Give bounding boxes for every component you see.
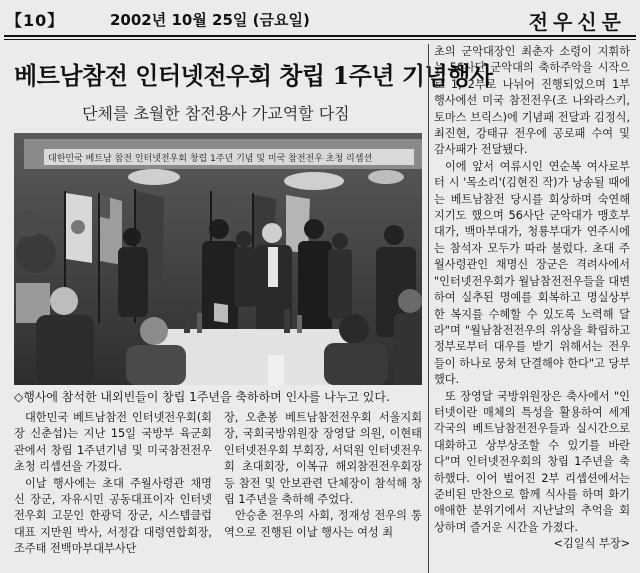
issue-date: 2002년 10월 25일 (금요일) [110,11,310,29]
paragraph: 이날 행사에는 초대 주월사령관 채명신 장군, 자유시민 공동대표이자 인터넷전우회 고문인 한광덕 장군, 시스템클럽 대표 지만원 박사, 서정갑 대령연합회장, 조주태 전백마부대부사단 [14,476,212,556]
paragraph: 이에 앞서 여류시인 연순복 여사로부터 시 '목소리'(김현진 작)가 낭송될 때에는 베트남참전 당시를 회상하며 숙연해지기도 했으며 56사단 군악대가 맹호부대가, 백마부대가, 청룡부대가 연주시에는 참석자 모두가 따라 불렀다. 초대 주월사령관인 채명신 장군은 격려사에서 "인터넷전우회가 월남참전전우들을 대변하여 실추된 명예를 회복하고 명실상부한 복지를 수혜할 수 있도록 노력해 달라"며 "월남참전전우의 위상을 확립하고 정부로부터 대우를 받기 위해서는 전우들이 하나로 뭉쳐 단결해야 한다"고 당부했다. [434,159,630,387]
article-subheadline: 단체를 초월한 참전용사 가교역할 다짐 [82,104,350,123]
paragraph: 또 장영달 국방위원장은 축사에서 "인터넷이란 매체의 특성을 활용하여 세계 각국의 베트남참전전우들과 실시간으로 대화하고 상부상조할 수 있기를 바란다"며 인터넷전우회의 창립 1주년을 축하했다. 이어 벌어진 2부 리셉션에서는 준비된 만찬으로 함께 식사를 하며 화기애애한 분위기에서 지난날의 추억을 회상하며 즐거운 시간을 가졌다. [434,389,630,534]
header-rule-thin [4,39,636,40]
page-header [0,0,640,40]
article-column-2 [224,410,422,541]
article-column-3 [434,44,630,553]
paragraph: 대한민국 베트남참전 인터넷전우회(회장 신춘섭)는 지난 15일 국방부 육군회관에서 창립 1주년기념 및 미국참전전우 초청 리셉션을 가졌다. [14,411,212,474]
paragraph: 안승춘 전우의 사회, 정재성 전우의 통역으로 진행된 이날 행사는 여성 최 [224,509,422,539]
photo-caption: ◇행사에 참석한 내외빈들이 창립 1주년을 축하하며 인사를 나누고 있다. [14,390,390,404]
article-headline: 베트남참전 인터넷전우회 창립 1주년 기념행사 [14,61,493,90]
article-byline: <김일식 부장> [553,537,630,551]
column-divider [428,44,429,573]
header-rule [4,35,636,37]
photo-banner-text: 대한민국 베트남 참전 인터넷전우회 창립 1주년 기념 및 미국 참전전우 초청 리셉션 [48,154,373,164]
photo-illustration [14,133,422,385]
article-photo [14,133,422,385]
newspaper-name: 전우신문 [528,10,626,34]
page-number: 【10】 [6,11,65,30]
paragraph: 장, 오춘봉 베트남참전전우회 서울지회장, 국회국방위원장 장영달 의원, 이현태 인터넷전우회 부회장, 서덕원 인터넷전우회 초대회장, 이복규 해외참전전우회장 등 참전 및 안보관련 단체장이 참석해 창립 1주년을 축하해 주었다. [224,411,422,507]
article-column-1 [14,410,212,558]
paragraph: 초의 군악대장인 최춘자 소령이 지휘하는 56사단 군악대의 축하주악을 시작으로 1, 2부로 나뉘어 진행되었으며 1부 행사에선 미국 참전전우(조 나와라스키, 토마스 브릭스)에 기념패 전달과 김정식, 최진현, 강태규 전우에 공로패 수여 및 감사패가 전달됐다. [434,45,630,157]
